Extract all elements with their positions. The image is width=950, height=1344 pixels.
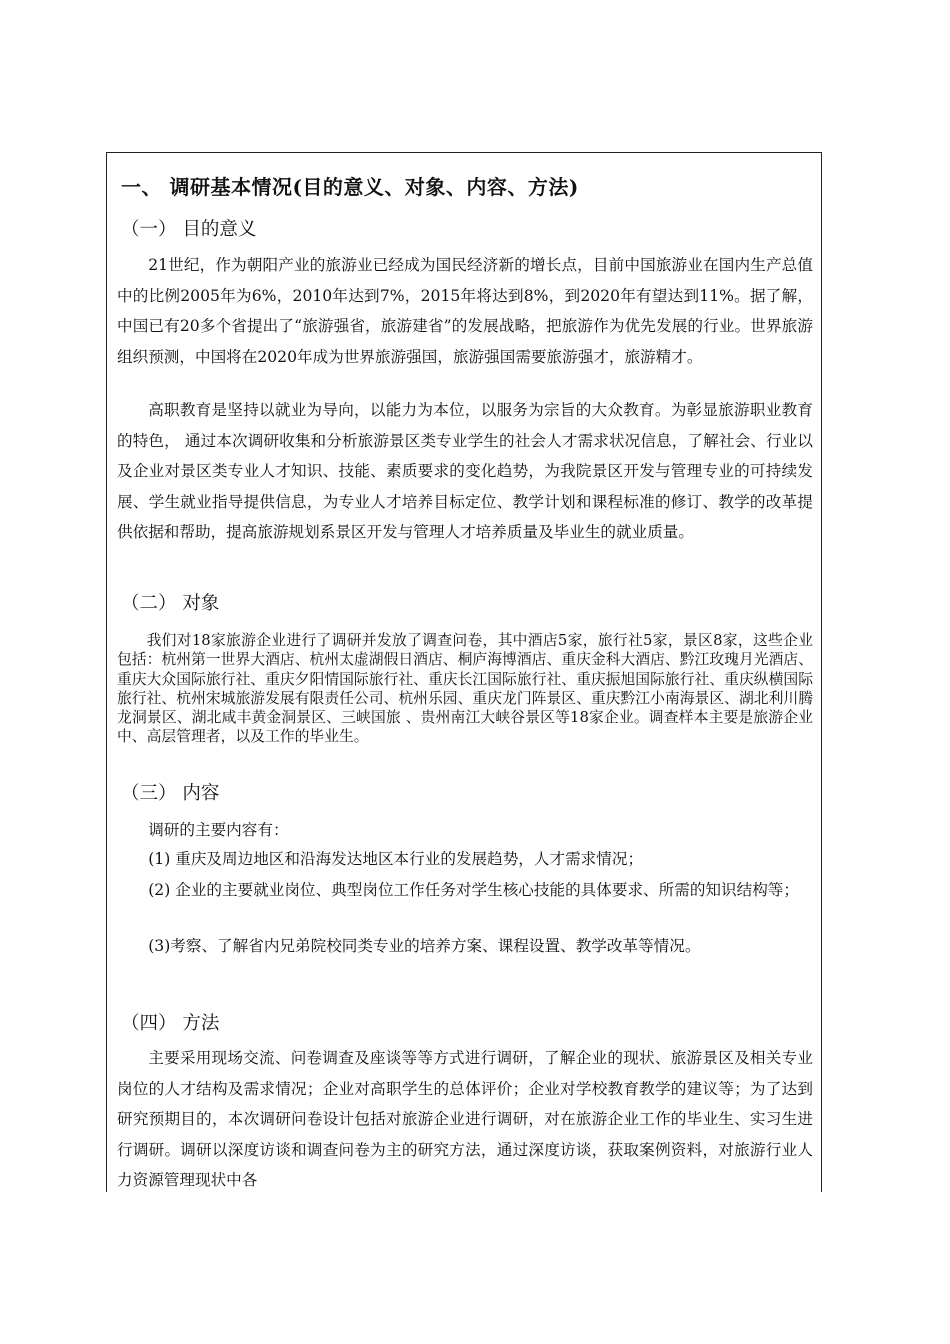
purpose-paragraph-1: 21世纪，作为朝阳产业的旅游业已经成为国民经济新的增长点，目前中国旅游业在国内生产总值中的比例2005年为6%，2010年达到7%，2015年将达到8%，到2020年有望达到11%。据了解，中国已有20多个省提出了“旅游强省，旅游建省”的发展战略，把旅游作为优先发展的行业。世界旅游组织预测，中国将在2020年成为世界旅游强国，旅游强国需要旅游强才，旅游精才。 bbox=[117, 256, 813, 366]
purpose-paragraph-2: 高职教育是坚持以就业为导向，以能力为本位，以服务为宗旨的大众教育。为彰显旅游职业教育的特色， 通过本次调研收集和分析旅游景区类专业学生的社会人才需求状况信息，了解社会、行业以及企业对景区类专业人才知识、技能、素质要求的变化趋势，为我院景区开发与管理专业的可持续发展、学生就业指导提供信息，为专业人才培养目标定位、教学计划和课程标准的修订、教学的改革提供依据和帮助，提高旅游规划系景区开发与管理人才培养质量及毕业生的就业质量。 bbox=[117, 401, 813, 541]
objects-paragraph: 我们对18家旅游企业进行了调研并发放了调查问卷，其中酒店5家，旅行社5家，景区8家，这些企业包括：杭州第一世界大酒店、杭州太虚湖假日酒店、桐庐海博酒店、重庆金科大酒店、黔江玫瑰月光酒店、重庆大众国际旅行社、重庆夕阳情国际旅行社、重庆长江国际旅行社、重庆振旭国际旅行社、重庆纵横国际旅行社、杭州宋城旅游发展有限责任公司、杭州乐园、重庆龙门阵景区、重庆黔江小南海景区、湖北利川腾龙洞景区、湖北咸丰黄金洞景区、三峡国旅 、贵州南江大峡谷景区等18家企业。调查样本主要是旅游企业中、高层管理者，以及工作的毕业生。 bbox=[117, 632, 813, 746]
content-item-1: (1) 重庆及周边地区和沿海发达地区本行业的发展趋势，人才需求情况； bbox=[148, 850, 644, 868]
objects-heading: （二） 对象 bbox=[121, 593, 220, 614]
content-heading: （三） 内容 bbox=[121, 783, 220, 804]
content-item-3: (3)考察、了解省内兄弟院校同类专业的培养方案、课程设置、教学改革等情况。 bbox=[148, 937, 701, 955]
document-frame bbox=[106, 152, 822, 1192]
content-item-2: (2) 企业的主要就业岗位、典型岗位工作任务对学生核心技能的具体要求、所需的知识结构等； bbox=[148, 881, 799, 899]
method-paragraph: 主要采用现场交流、问卷调查及座谈等等方式进行调研，了解企业的现状、旅游景区及相关专业岗位的人才结构及需求情况；企业对高职学生的总体评价；企业对学校教育教学的建议等；为了达到研究预期目的，本次调研问卷设计包括对旅游企业进行调研，对在旅游企业工作的毕业生、实习生进行调研。调研以深度访谈和调查问卷为主的研究方法，通过深度访谈，获取案例资料，对旅游行业人力资源管理现状中各 bbox=[117, 1049, 813, 1189]
purpose-heading: （一） 目的意义 bbox=[121, 219, 257, 240]
section-title: 一、 调研基本情况(目的意义、对象、内容、方法) bbox=[121, 175, 579, 199]
content-intro: 调研的主要内容有： bbox=[148, 821, 289, 839]
method-heading: （四） 方法 bbox=[121, 1013, 220, 1034]
